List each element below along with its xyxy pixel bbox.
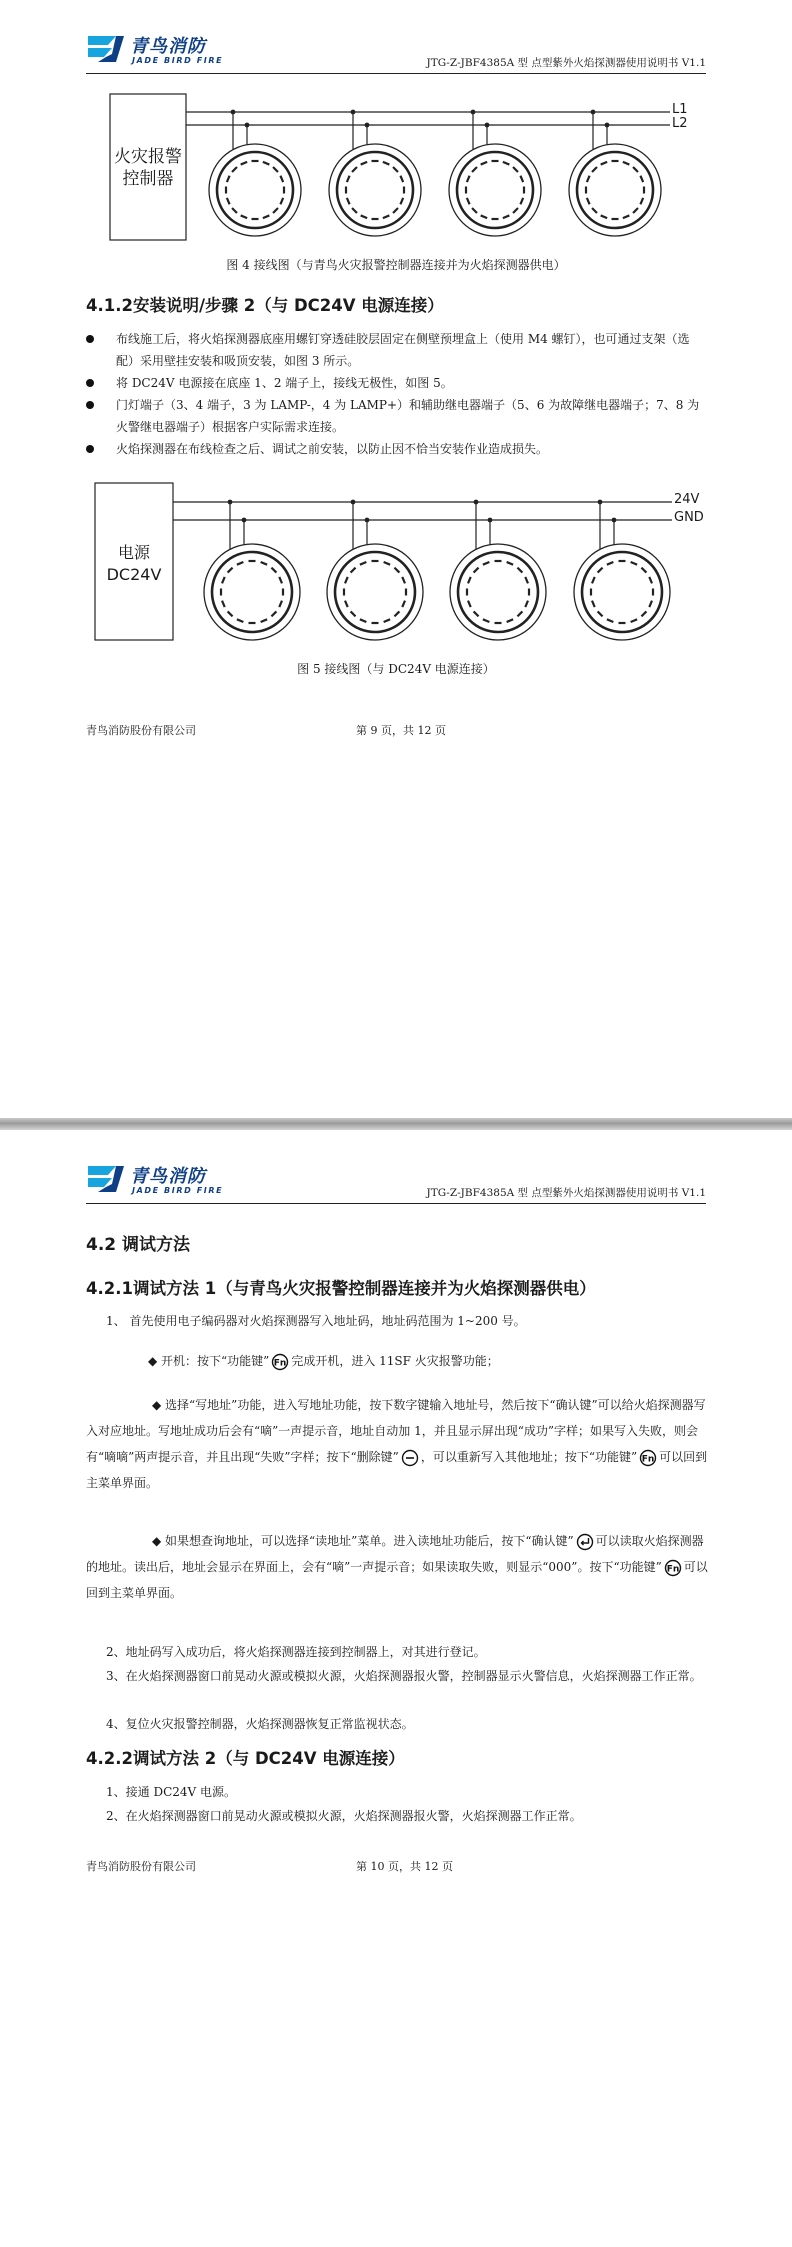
confirm-key-icon — [576, 1533, 594, 1551]
flame-detector-symbol — [569, 110, 661, 236]
fig4-caption: 图 4 接线图（与青鸟火灾报警控制器连接并为火焰探测器供电） — [226, 258, 566, 272]
flame-detector-symbol — [329, 110, 421, 236]
install-steps-list — [86, 328, 706, 460]
document-title: JTG-Z-JBF4385A 型 点型紫外火焰探测器使用说明书 V1.1 — [426, 1187, 706, 1199]
page-separator — [0, 1118, 792, 1130]
debug-step-1: 1、 首先使用电子编码器对火焰探测器写入地址码，地址码范围为 1~200 号。 — [106, 1314, 526, 1328]
flame-detector-symbol — [204, 500, 300, 640]
controller-label: 火灾报警控制器 — [114, 147, 182, 189]
write-text-c: 可以回到主菜单界面。 — [86, 1450, 708, 1490]
function-key-icon — [664, 1559, 682, 1577]
heading-4-2-2: 4.2.2调试方法 2（与 DC24V 电源连接） — [86, 1749, 405, 1768]
line-label-gnd: GND — [674, 510, 704, 525]
flame-detector-symbol — [209, 110, 301, 236]
document-title: JTG-Z-JBF4385A 型 点型紫外火焰探测器使用说明书 V1.1 — [426, 57, 706, 69]
power-on-instruction — [148, 1348, 708, 1374]
jade-bird-logo-icon — [86, 1162, 126, 1196]
fig5-caption: 图 5 接线图（与 DC24V 电源连接） — [297, 662, 495, 676]
read-text-a: ◆ 如果想查询地址，可以选择“读地址”菜单。进入读地址功能后，按下“确认键” — [152, 1534, 574, 1548]
write-text-b: ，可以重新写入其他地址；按下“功能键” — [420, 1450, 638, 1464]
page-9 — [0, 0, 792, 1118]
wiring-diagram-fig4 — [105, 90, 705, 250]
jade-bird-logo-icon — [86, 32, 126, 66]
debug-step-3: 3、在火焰探测器窗口前晃动火源或模拟火源，火焰探测器报火警，控制器显示火警信息，火焰探测器工作正常。 — [106, 1669, 702, 1683]
heading-4-1-2: 4.1.2安装说明/步骤 2（与 DC24V 电源连接） — [86, 296, 444, 315]
logo-text-cn: 青鸟消防 — [130, 36, 206, 57]
footer-page-number: 第 10 页，共 12 页 — [356, 1860, 453, 1873]
logo-text-cn: 青鸟消防 — [130, 1166, 206, 1187]
power-on-text-b: 完成开机，进入 11SF 火灾报警功能； — [291, 1354, 499, 1368]
page-header — [86, 28, 706, 74]
delete-key-icon — [401, 1449, 419, 1467]
fig5-wiring-svg — [92, 480, 712, 650]
read-address-instruction — [86, 1528, 708, 1606]
method2-step-1: 1、接通 DC24V 电源。 — [106, 1785, 237, 1799]
company-logo — [86, 32, 226, 68]
debug-step-2: 2、地址码写入成功后，将火焰探测器连接到控制器上，对其进行登记。 — [106, 1645, 486, 1659]
heading-4-2-1: 4.2.1调试方法 1（与青鸟火灾报警控制器连接并为火焰探测器供电） — [86, 1279, 596, 1298]
flame-detector-symbol — [327, 500, 423, 640]
power-label-line1: 电源 — [117, 543, 150, 562]
read-text-b: 可以读取火焰探测器的地址。读出后，地址会显示在界面上，会有“嘀”一声提示音；如果读取失败，则显示“000”。按下“功能键” — [86, 1534, 704, 1574]
footer-page-number: 第 9 页，共 12 页 — [356, 724, 446, 737]
install-step: 将 DC24V 电源接在底座 1、2 端子上，接线无极性，如图 5。 — [86, 372, 706, 394]
page-header — [86, 1158, 706, 1204]
power-on-text-a: ◆ 开机：按下“功能键” — [148, 1354, 270, 1368]
function-key-icon — [271, 1353, 289, 1371]
footer-company: 青鸟消防股份有限公司 — [86, 1860, 196, 1873]
read-text-c: 可以回到主菜单界面。 — [86, 1560, 708, 1600]
logo-text-en: JADE BIRD FIRE — [132, 1186, 224, 1195]
svg-text:Fn: Fn — [666, 1564, 679, 1574]
wiring-diagram-fig5 — [92, 480, 712, 650]
logo-text-en: JADE BIRD FIRE — [132, 56, 224, 65]
method2-step-2: 2、在火焰探测器窗口前晃动火源或模拟火源，火焰探测器报火警，火焰探测器工作正常。 — [106, 1809, 582, 1823]
power-label-line2: DC24V — [106, 565, 162, 584]
install-step: 火焰探测器在布线检查之后、调试之前安装，以防止因不恰当安装作业造成损失。 — [86, 438, 706, 460]
company-logo — [86, 1162, 226, 1198]
flame-detector-symbol — [450, 500, 546, 640]
write-address-instruction — [86, 1392, 708, 1496]
debug-step-4: 4、复位火灾报警控制器，火焰探测器恢复正常监视状态。 — [106, 1717, 414, 1731]
page-10 — [0, 1130, 792, 2247]
heading-4-2: 4.2 调试方法 — [86, 1235, 191, 1255]
line-label-l1: L1 — [672, 102, 688, 117]
line-label-24v: 24V — [674, 492, 700, 507]
install-step: 门灯端子（3、4 端子，3 为 LAMP-，4 为 LAMP+）和辅助继电器端子（5、6 为故障继电器端子；7、8 为火警继电器端子）根据客户实际需求连接。 — [86, 394, 706, 438]
svg-text:Fn: Fn — [274, 1358, 287, 1368]
flame-detector-symbol — [574, 500, 670, 640]
footer-company: 青鸟消防股份有限公司 — [86, 724, 196, 737]
fig4-wiring-svg — [105, 90, 705, 250]
function-key-icon — [639, 1449, 657, 1467]
svg-text:Fn: Fn — [641, 1454, 655, 1464]
install-step: 布线施工后，将火焰探测器底座用螺钉穿透硅胶层固定在侧壁预埋盒上（使用 M4 螺钉），也可通过支架（选配）采用壁挂安装和吸顶安装，如图 3 所示。 — [86, 328, 706, 372]
line-label-l2: L2 — [672, 116, 688, 131]
flame-detector-symbol — [449, 110, 541, 236]
write-text-a: ◆ 选择“写地址”功能，进入写地址功能，按下数字键输入地址号，然后按下“确认键”可以给火焰探测器写入对应地址。写地址成功后会有“嘀”一声提示音，地址自动加 1，并且显示屏出现“成功”字样；如果写入失败，则会有“嘀嘀”两声提示音，并且出现“失败”字样；按下“删除键” — [86, 1398, 706, 1464]
